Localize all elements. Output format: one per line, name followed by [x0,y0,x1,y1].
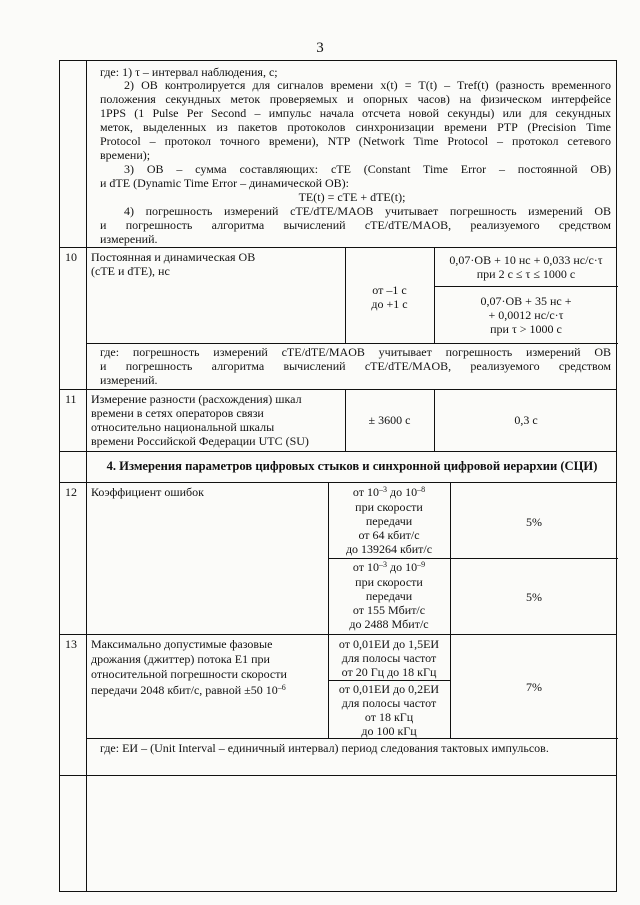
row-12-range-2-line2: при скорости [355,575,423,589]
row-13-name-line3: относительной погрешности скорости [91,667,287,681]
row-divider [60,775,616,776]
row-11-name-line1: Измерение разности (расхождения) шкал [91,392,302,406]
row-13-name-line1: Максимально допустимые фазовые [91,637,273,651]
note-tau: где: 1) τ – интервал наблюдения, с; [100,65,278,79]
row-10-range-line1: от –1 с [372,283,407,297]
page-number: 3 [316,40,324,56]
row-11-name-line3: относительно национальной шкалы [91,420,275,434]
row-11-name-line2: времени в сетях операторов связи [91,406,264,420]
row-13-note: где: ЕИ – (Unit Interval – единичный интервал) период следования тактовых импульсов. [100,741,549,755]
row-divider [60,389,616,390]
row-12-range-1-line5: до 139264 кбит/с [345,542,433,556]
row-10-name-line1: Постоянная и динамическая ОВ [91,250,256,264]
row-divider [60,634,616,635]
row-12-range-1-line2: при скорости [355,500,423,514]
row-11-range: ± 3600 с [368,413,411,427]
row-12-range-2-line3: передачи [365,589,413,603]
row-13-name-line4: передачи 2048 кбит/с, равной ±50 $10^{-6}$ [91,683,286,697]
row-13-number: 13 [65,637,77,651]
row-11-number: 11 [65,392,77,406]
row-10-accuracy-1-line1: 0,07·ОВ + 10 нс + 0,033 нс/с·τ [449,253,603,267]
number-column-divider [86,61,87,891]
row-13-range-1-line3: от 20 Гц до 18 кГц [341,665,437,679]
row-10-name-line2: (cTE и dTE), нс [91,264,170,278]
main-table: где: 1) τ – интервал наблюдения, с; 2) ОВ контролируется для сигналов времени x(t) = T(t) – Tref(t) (разность временного положения секундных меток проверяемых и опорных часов) на физическом интерфейсе 1PPS (1 Pulse Per Second – импульс начала отсчета новой секунды) или для секундных меток, выделенных из пакетов протоколов синхронизации времени PTP (Precision Time Protocol – протокол точного времени), NTP (Network Time Protocol – протокол сетевого времени); 3) ОВ – сумма составляющих: cTE (Constant Time Error – постоянной ОВ) и dTE (Dynamic Time Error – динамической ОВ): TE(t) = cTE + dTE(t); 4) погрешность измерений cTE/dTE/MAOB учитывает погрешность измерений ОВ и погрешность алгоритма вычислений cTE/dTE/MAOB, реализуемого средством измерений. 10 Постоянная и динамическая ОВ (cTE и dTE), нс от –1 с до +1 с 0,07·ОВ + 10 нс + 0,033 нс/с·τ при 2 с ≤ τ ≤ 1000 с 0,07·ОВ + 35 нс + + 0,0012 нс/с·τ при τ > 1000 с где: погрешность измерений cTE/dTE/MAOB учитывает погрешность измерений ОВ и погрешность алгоритма вычислений cTE/dTE/MAOB, реализуемого средством измерений. 11 Измерение разности (расхождения) шкал времени в сетях операторов связи относительно национальной шкалы времени Российской Федерации UTC (SU) ± 3600 с 0,3 с 4. Измерения параметров цифровых стыков и синхронной цифровой иерархии (СЦИ) 12 Коэффициент ошибок от $10^{-3}$ до $10^{-8}$ при скорости передачи от 64 кбит/с до 139264 кбит/с 5% от $10^{-3}$ до $10^{-9}$ при скорости передачи от 155 Мбит/с до 2488 Мбит/с 5% 13 Максимально допустимые фазовые дрожания (джиттер) потока Е1 при относительной погрешности скорости передачи 2048 кбит/с, равной ±50 $10^{-6}$ от 0,01ЕИ до 1,5ЕИ для полосы частот от 20 Гц до 18 кГц от 0,01ЕИ до 0,2ЕИ для полосы частот от 18 кГц до 100 кГц 7% где: ЕИ – (Unit Interval – единичный интервал) период следования тактовых импульсов. [59,60,617,892]
row-12-range-2-line4: от 155 Мбит/с [352,603,426,617]
row-13-range-1-line2: для полосы частот [341,651,437,665]
row-10-accuracy-1-line2: при 2 с ≤ τ ≤ 1000 с [476,267,576,281]
row-12-range-2-line1: от $10^{-3}$ до $10^{-9}$ [352,560,426,574]
row-divider [60,247,616,248]
row-12-number: 12 [65,485,77,499]
row-13-range-1-line1: от 0,01ЕИ до 1,5ЕИ [338,637,440,651]
row-12-name: Коэффициент ошибок [91,485,204,499]
row-divider [60,451,616,452]
row-13-name-line2: дрожания (джиттер) потока Е1 при [91,652,270,666]
row-10-range-line2: до +1 с [371,297,408,311]
row-13-range-2-line1: от 0,01ЕИ до 0,2ЕИ [338,682,440,696]
formula: TE(t) = cTE + dTE(t); [298,190,406,204]
row-12-range-1-line4: от 64 кбит/с [358,528,420,542]
row-12-accuracy-2: 5% [526,590,542,604]
row-10-accuracy-2-line2: + 0,0012 нс/с·τ [488,308,564,322]
row-divider [60,482,616,483]
row-12-range-1-line1: от $10^{-3}$ до $10^{-8}$ [352,485,426,499]
row-12-accuracy-1: 5% [526,515,542,529]
section-4-title: 4. Измерения параметров цифровых стыков и синхронной цифровой иерархии (СЦИ) [106,459,598,473]
row-11-accuracy: 0,3 с [514,413,538,427]
row-12-range-2-line5: до 2488 Мбит/с [349,617,429,631]
row-13-accuracy: 7% [526,680,542,694]
row-10-number: 10 [65,250,77,264]
row-11-name-line4: времени Российской Федерации UTC (SU) [91,434,309,448]
row-10-accuracy-2-line3: при τ > 1000 с [490,322,562,336]
row-10-accuracy-2-line1: 0,07·ОВ + 35 нс + [480,294,572,308]
row-12-range-1-line3: передачи [365,514,413,528]
row-13-range-2-line4: до 100 кГц [361,724,417,738]
row-13-range-2-line3: от 18 кГц [364,710,414,724]
row-13-range-2-line2: для полосы частот [341,696,437,710]
